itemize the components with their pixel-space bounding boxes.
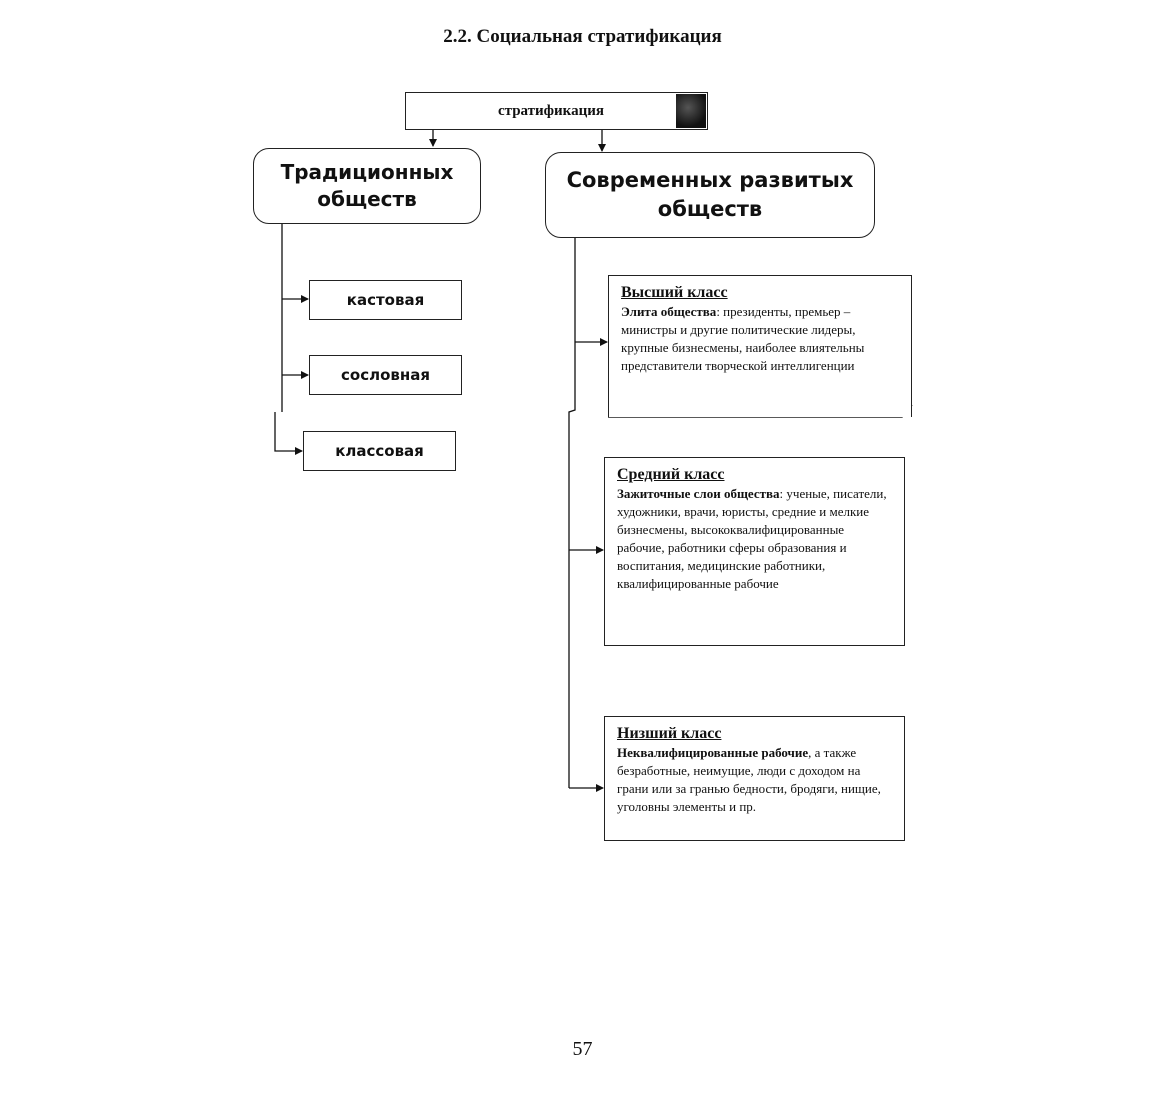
upper-class-text: : президенты, премьер – министры и другие политические лидеры, крупные бизнесмены, наиболее влиятельны представители творческой интеллигенции [621,304,865,373]
middle-class-node [604,457,905,646]
soslovnaya-label: сословная [341,366,430,384]
middle-class-text: : ученые, писатели, художники, врачи, юристы, средние и мелкие бизнесмены, высококвалифицированные рабочие, работники сферы образования и воспитания, медицинские работники, квалифицированные рабочие [617,486,887,591]
modern-node [545,152,875,238]
klassovaya-label: классовая [335,442,424,460]
lower-class-lead: Неквалифицированные рабочие [617,745,809,760]
middle-class-lead: Зажиточные слои общества [617,486,780,501]
lower-class-text: , а также безработные, неимущие, люди с доходом на грани или за гранью бедности, бродяги, нищие, уголовны элементы и пр. [617,745,881,814]
castovaya-label: кастовая [346,291,425,309]
upper-class-lead: Элита общества [621,304,717,319]
upper-class-heading: Высший класс [621,284,728,301]
klassovaya-node [303,431,456,471]
arrow-klassovaya [275,412,302,451]
middle-class-heading: Средний класс [617,466,725,483]
upper-class-node [608,275,912,417]
traditional-label: Традиционных обществ [280,160,454,211]
modern-trunk [569,238,575,788]
traditional-node [253,148,481,224]
page-number: 57 [572,1038,593,1060]
castovaya-node [309,280,462,320]
root-node [405,92,708,130]
modern-label: Современных развитых обществ [566,168,854,221]
lower-class-heading: Низший класс [617,725,722,742]
page-title: 2.2. Социальная стратификация [443,26,722,47]
shaded-block-icon [676,94,706,128]
lower-class-node [604,716,905,841]
root-label: стратификация [497,102,604,119]
soslovnaya-node [309,355,462,395]
